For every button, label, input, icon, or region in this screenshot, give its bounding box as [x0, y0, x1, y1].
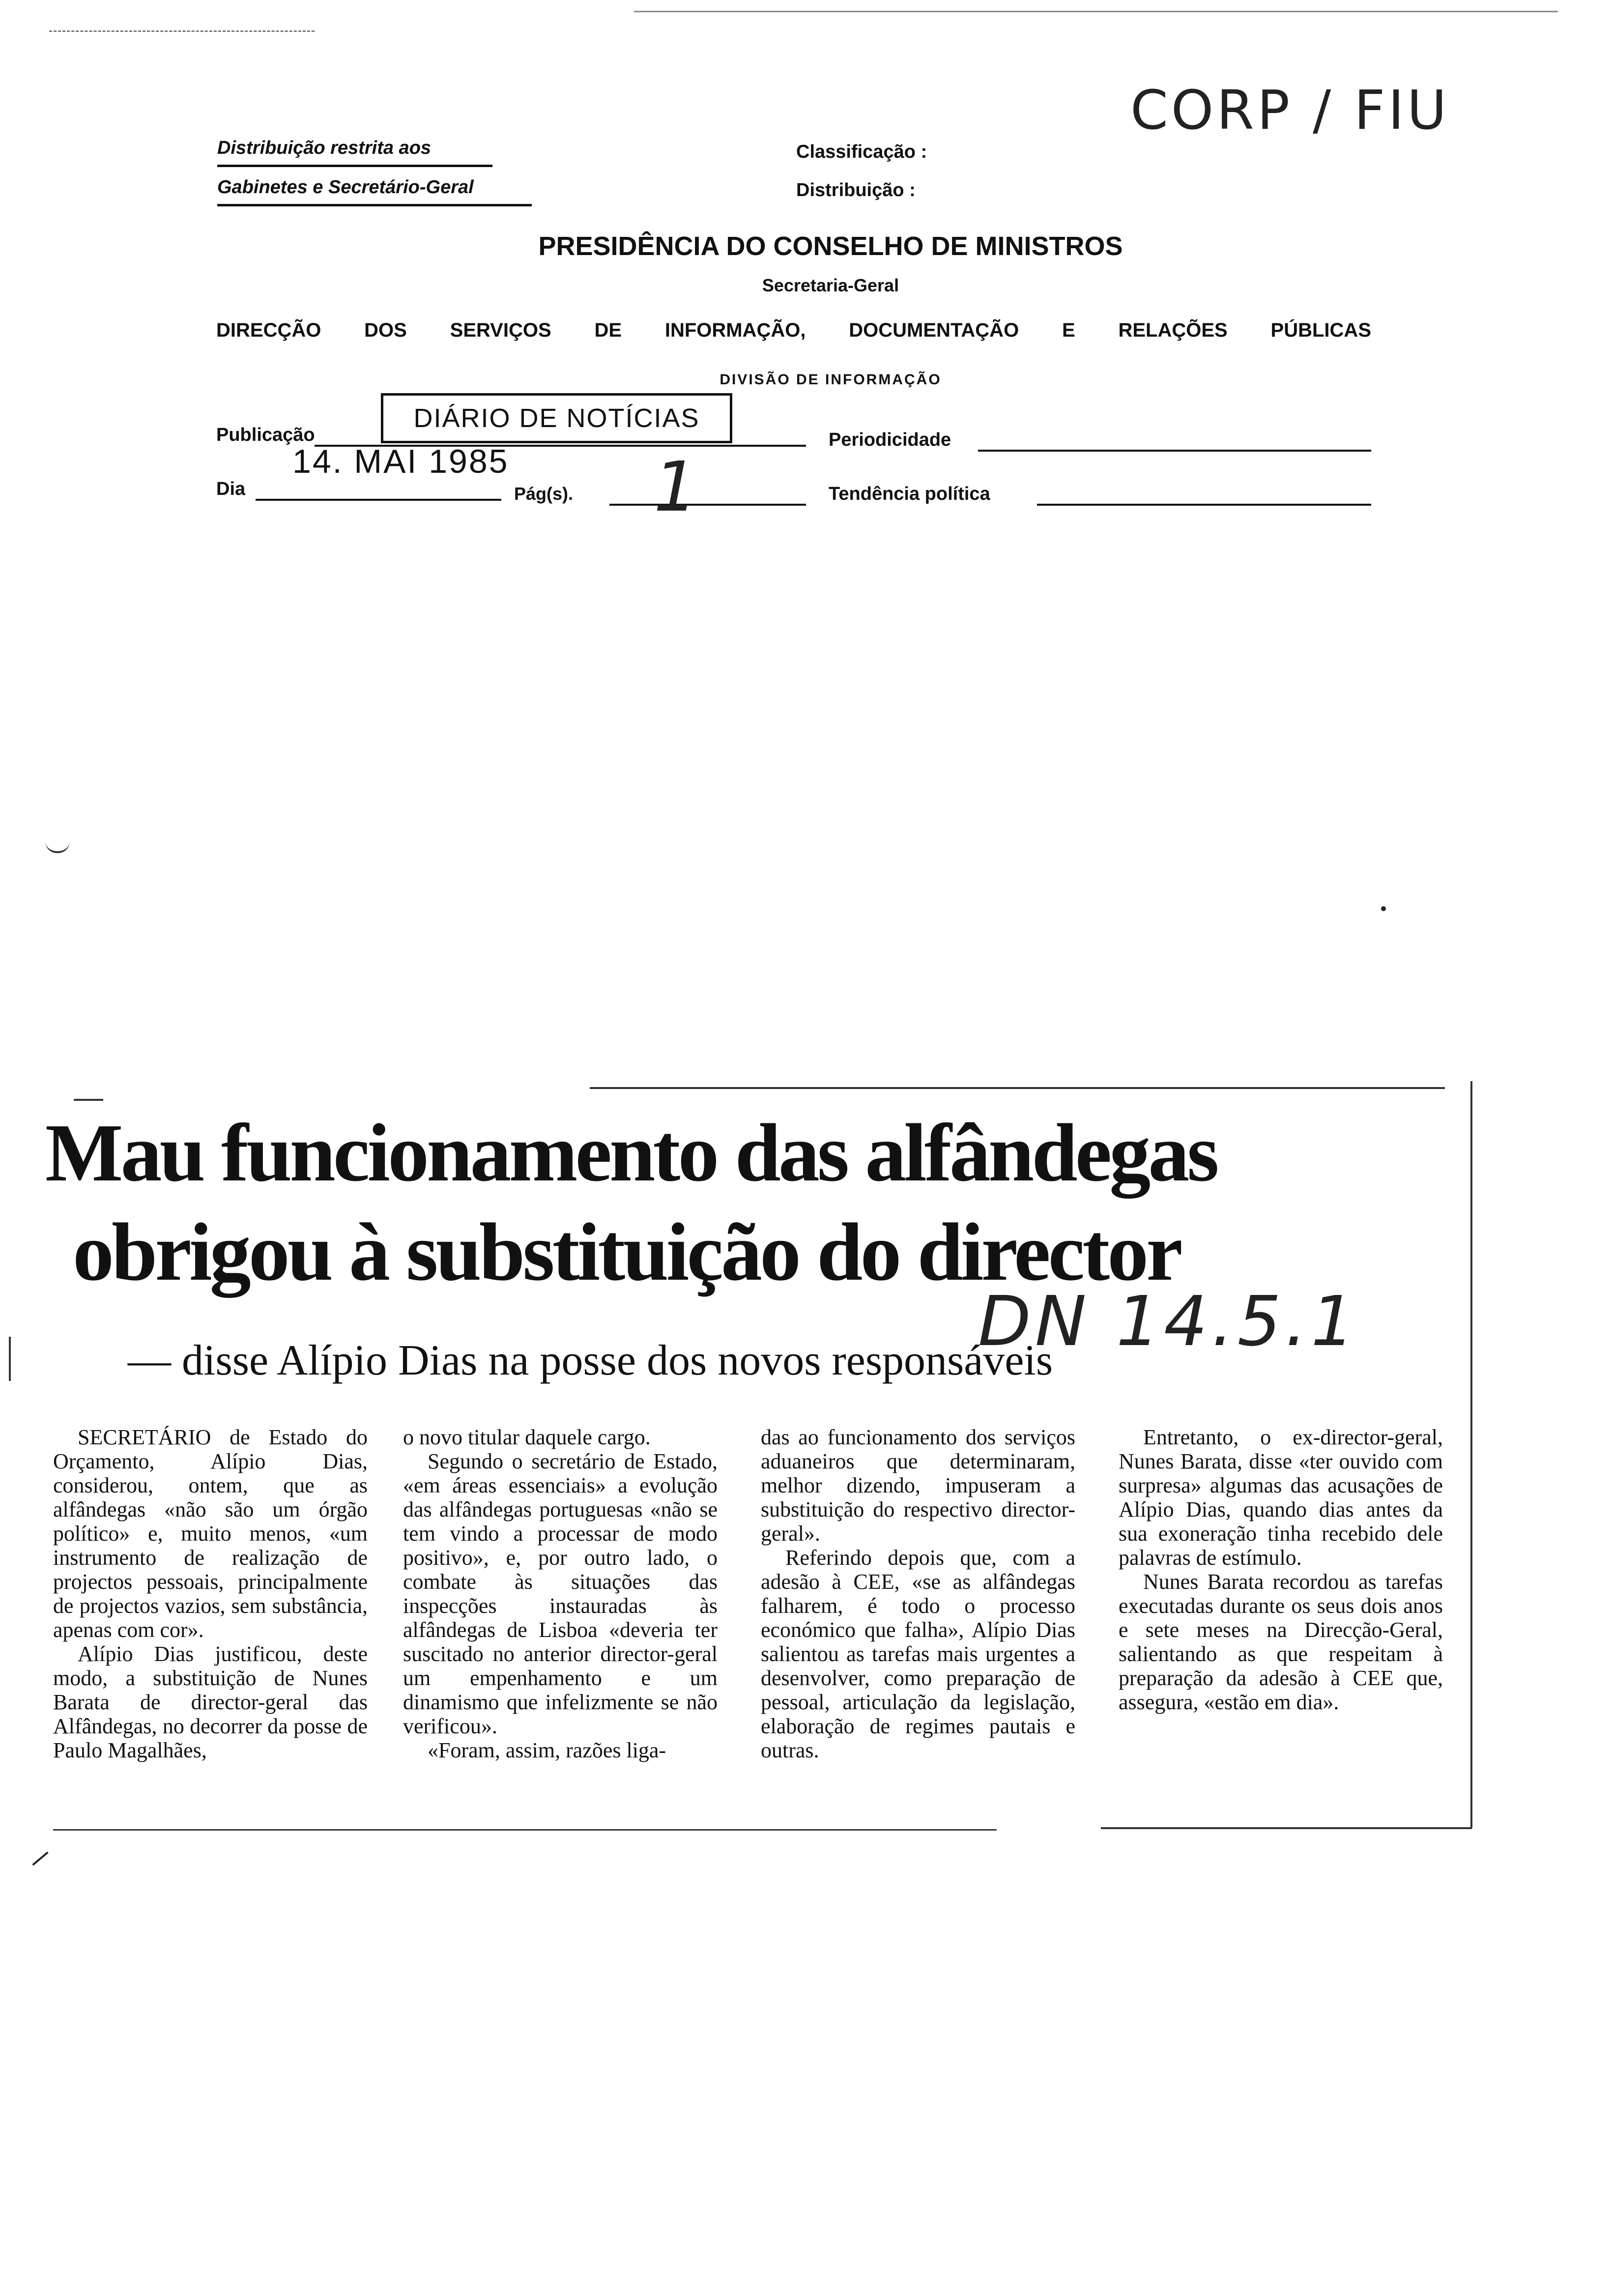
- col1-para-1: SECRETÁRIO de Estado do Orçamento, Alípio Dias, considerou, ontem, que as alfândegas «não são um órgão político» e, muito menos, «um instrumento de realização de projectos pessoais, principalmente de projectos vazios, sem substância, apenas com cor».: [53, 1425, 368, 1642]
- col2-para-1: o novo titular daquele cargo.: [403, 1425, 651, 1449]
- scan-mark-left: [45, 841, 70, 853]
- col2-para-3: «Foram, assim, razões liga-: [428, 1738, 666, 1762]
- restriction-line-2: Gabinetes e Secretário-Geral: [217, 177, 474, 198]
- article-subheadline: — disse Alípio Dias na posse dos novos responsáveis: [128, 1337, 1053, 1384]
- col3-para-1: das ao funcionamento dos serviços aduaneiros que determinaram, melhor dizendo, impuseram a substituição do respectivo director-geral».: [761, 1425, 1075, 1546]
- periodicidade-fill-line: [978, 450, 1371, 452]
- restriction-rule-2: [217, 204, 532, 206]
- article-column-4: [1119, 1425, 1443, 1714]
- org-title: PRESIDÊNCIA DO CONSELHO DE MINISTROS: [538, 231, 1123, 261]
- col4-para-1: Entretanto, o ex-director-geral, Nunes Barata, disse «ter ouvido com surpresa» algumas das acusações de Alípio Dias, quando dias antes da sua exoneração tinha recebido dele palavras de estímulo.: [1119, 1425, 1443, 1570]
- pags-fill-line: [609, 504, 806, 506]
- scan-top-dashes: [49, 30, 315, 32]
- clipping-right-rule: [1470, 1081, 1472, 1828]
- clipping-bottom-rule: [1101, 1827, 1472, 1829]
- scan-mark-bottom: [32, 1852, 48, 1866]
- article-column-1: [53, 1425, 368, 1762]
- article-bottom-rule: [53, 1829, 997, 1831]
- pags-handwritten-value: 1: [654, 447, 698, 527]
- col4-para-2: Nunes Barata recordou as tarefas executadas durante os seus dois anos e sete meses na Direcção-Geral, salientando as que respeitam à preparação da adesão à CEE que, assegura, «estão em dia».: [1119, 1570, 1443, 1714]
- restriction-rule-1: [217, 165, 492, 167]
- scan-dot: [1381, 906, 1386, 911]
- pags-label: Pág(s).: [514, 484, 574, 504]
- publicacao-label: Publicação: [216, 425, 315, 445]
- dia-fill-line: [256, 499, 501, 501]
- handwritten-corner-note: CORP / FIU: [1130, 79, 1450, 142]
- org-subtitle: Secretaria-Geral: [762, 275, 899, 295]
- publicacao-stamp: DIÁRIO DE NOTÍCIAS: [381, 393, 732, 443]
- article-headline-line-1: Mau funcionamento das alfândegas: [45, 1107, 1217, 1199]
- clipping-left-mark: [9, 1337, 11, 1381]
- scan-top-edge: [634, 11, 1558, 12]
- clipping-top-dash: [74, 1099, 103, 1101]
- col1-para-2: Alípio Dias justificou, deste modo, a substituição de Nunes Barata de director-geral das Alfândegas, no decorrer da posse de Paulo Magalhães,: [53, 1642, 368, 1762]
- tendencia-label: Tendência política: [829, 484, 990, 504]
- distribuicao-label: Distribuição :: [796, 180, 916, 201]
- article-headline-line-2: obrigou à substituição do director: [73, 1206, 1180, 1298]
- article-column-3: [761, 1425, 1075, 1762]
- dia-date-stamp: 14. MAI 1985: [292, 443, 509, 480]
- handwritten-date-note: DN 14.5.1: [978, 1282, 1359, 1362]
- dia-label: Dia: [216, 479, 246, 499]
- classificacao-label: Classificação :: [796, 142, 927, 162]
- col2-para-2: Segundo o secretário de Estado, «em áreas essenciais» a evolução das alfândegas portuguesas «não se tem vindo a processar de modo positivo», e, por outro lado, o combate às situações das inspecções instauradas às alfândegas de Lisboa «deveria ter suscitado no anterior director-geral um empenhamento e um dinamismo que infelizmente se não verificou».: [403, 1449, 718, 1738]
- clipping-top-rule: [590, 1087, 1445, 1089]
- direction-line: DIRECÇÃO DOS SERVIÇOS DE INFORMAÇÃO, DOCUMENTAÇÃO E RELAÇÕES PÚBLICAS: [216, 319, 1371, 341]
- tendencia-fill-line: [1037, 504, 1371, 506]
- division-label: DIVISÃO DE INFORMAÇÃO: [720, 372, 942, 388]
- col3-para-2: Referindo depois que, com a adesão à CEE, «se as alfândegas falharem, é todo o processo económico que falha», Alípio Dias salientou as tarefas mais urgentes a desenvolver, como preparação de pessoal, articulação da legislação, elaboração de regimes pautais e outras.: [761, 1546, 1075, 1762]
- periodicidade-label: Periodicidade: [829, 430, 951, 450]
- article-column-2: [403, 1425, 718, 1762]
- restriction-line-1: Distribuição restrita aos: [217, 138, 432, 158]
